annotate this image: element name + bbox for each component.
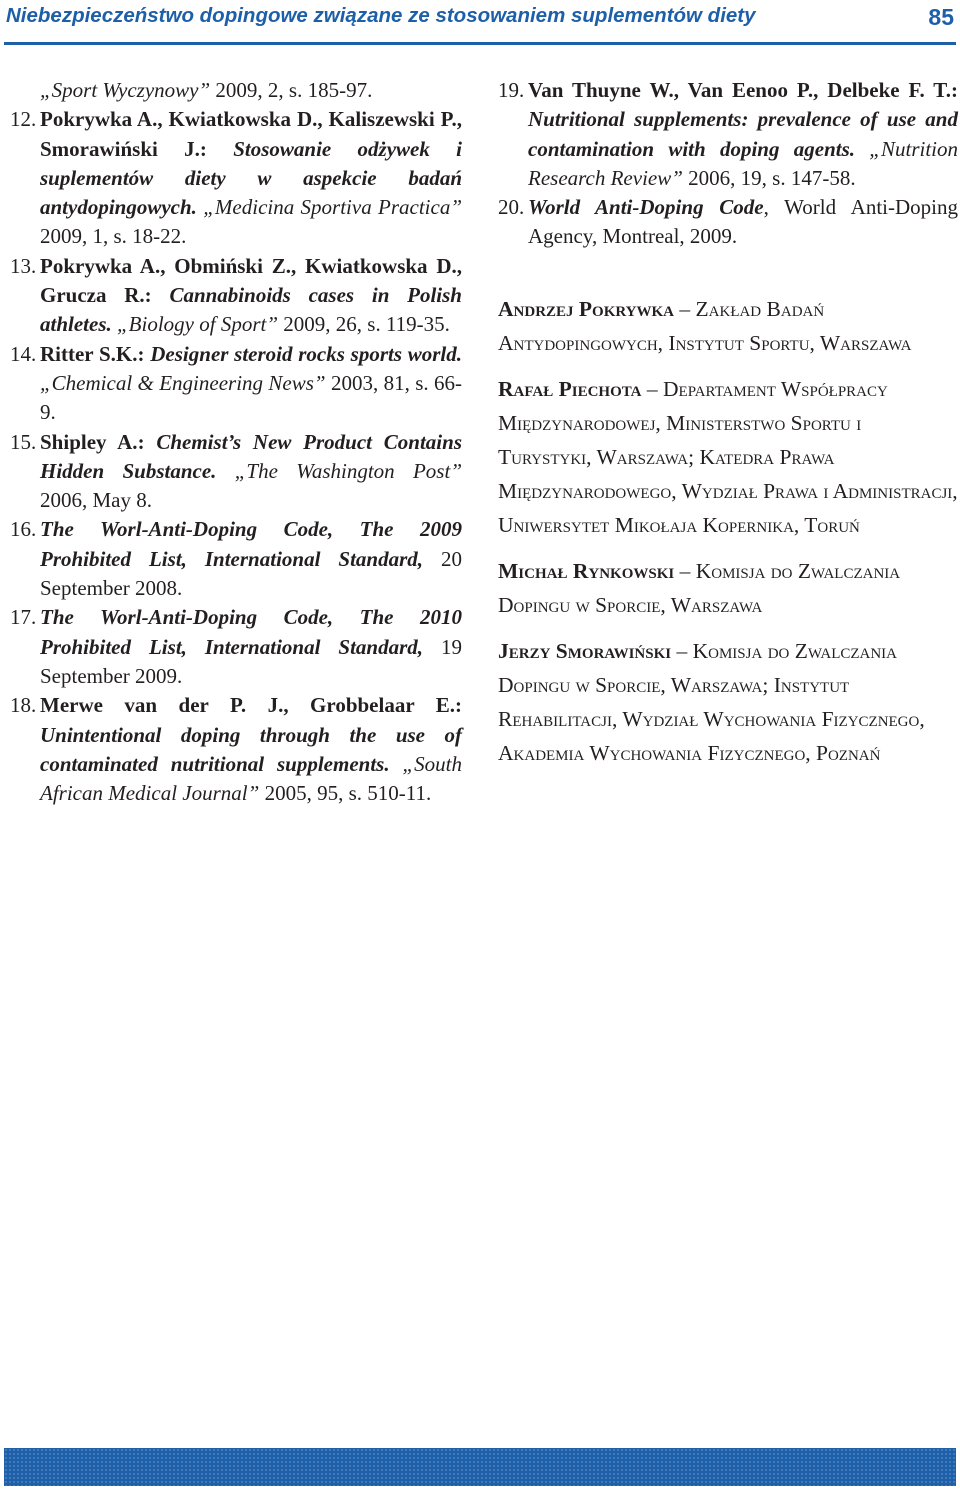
- ref-journal: „South African Medical Journal”: [40, 751, 462, 806]
- ref-journal: „The Washington Post”: [216, 458, 462, 483]
- reference-16: [10, 515, 462, 603]
- ref-number: 16.: [10, 517, 37, 542]
- ref-details: 2006, 19, s. 147-58.: [682, 165, 856, 190]
- ref-title: Nutritional supplements: prevalence of use and contamination with doping agents.: [528, 107, 958, 161]
- ref-number: 20.: [498, 195, 525, 220]
- ref-details: 2005, 95, s. 510-11.: [259, 781, 432, 806]
- reference-14: [10, 340, 462, 428]
- ref-title: World Anti-Doping Code: [528, 195, 764, 220]
- ref-details: , World Anti-Doping Agency, Montreal, 2009.: [528, 195, 958, 249]
- ref-authors: Ritter S.K.: [40, 341, 138, 366]
- ref-title: Chemist’s New Product Contains Hidden Substance.: [40, 429, 462, 483]
- ref-number: 19.: [498, 78, 525, 102]
- ref-authors: Pokrywka A., Obmiński Z., Kwiatkowska D., Grucza R.: [40, 253, 462, 308]
- ref-separator: :: [137, 429, 157, 454]
- author-name: Jerzy Smorawiński: [498, 638, 672, 663]
- author-name: Rafał Piechota: [498, 376, 642, 401]
- ref-separator: :: [455, 693, 462, 718]
- ref-number: 13.: [10, 253, 37, 278]
- ref-details: 2006, May 8.: [40, 488, 152, 513]
- reference-15: [10, 428, 462, 516]
- ref-journal: „Medicina Sportiva Practica”: [196, 195, 462, 220]
- reference-20: [498, 193, 958, 252]
- ref-separator: :: [199, 136, 234, 161]
- reference-13: [10, 252, 462, 340]
- ref-details: 19 September 2009.: [40, 634, 462, 688]
- reference-11-continued: [10, 76, 462, 105]
- ref-authors: Shipley A.: [40, 429, 138, 454]
- ref-journal: „Chemical & Engineering News”: [40, 370, 326, 395]
- ref-number: 17.: [10, 605, 37, 630]
- ref-details: 20 September 2008.: [40, 546, 462, 601]
- ref-number: 14.: [10, 341, 37, 366]
- author-name: Andrzej Pokrywka: [498, 296, 675, 321]
- ref-authors: Pokrywka A., Kwiatkowska D., Kaliszewski P., Smorawiński J.: [40, 107, 462, 161]
- ref-number: 15.: [10, 429, 37, 454]
- author-affiliation: – Komisja do Zwalczania Dopingu w Sporcie, Warszawa: [498, 558, 901, 617]
- ref-details: 2009, 2, s. 185-97.: [210, 78, 373, 102]
- ref-journal: „Sport Wyczynowy”: [40, 78, 211, 102]
- affiliation-4: [498, 634, 958, 770]
- ref-journal: „Biology of Sport”: [111, 312, 279, 337]
- author-affiliations: [498, 292, 958, 770]
- ref-title: Designer steroid rocks sports world.: [150, 341, 463, 366]
- author-name: Michał Rynkowski: [498, 558, 675, 583]
- affiliation-3: [498, 554, 958, 622]
- ref-number: 12.: [10, 107, 37, 132]
- ref-title: Unintentional doping through the use of contaminated nutritional supplements.: [40, 722, 462, 776]
- page-header: [0, 0, 960, 44]
- footer-band: [4, 1448, 956, 1486]
- ref-details: 2009, 1, s. 18-22.: [40, 224, 187, 249]
- affiliation-2: [498, 372, 958, 542]
- author-affiliation: – Zakład Badań Antydopingowych, Instytut Sportu, Warszawa: [498, 296, 912, 355]
- reference-19: [498, 76, 958, 193]
- reference-17: [10, 603, 462, 691]
- reference-12: [10, 105, 462, 251]
- ref-separator: :: [144, 283, 170, 308]
- running-title: Niebezpieczeństwo dopingowe związane ze stosowaniem suplementów diety: [6, 4, 756, 27]
- author-affiliation: – Departament Współpracy Międzynarodowej, Ministerstwo Sportu i Turystyki, Warszawa; Katedra Prawa Międzynarodowego, Wydział Prawa i Administracji, Uniwersytet Mikołaja Kopernika, Toruń: [498, 376, 958, 537]
- ref-title: Stosowanie odżywek i suplementów diety w aspekcie badań antydopingowych.: [40, 136, 463, 220]
- affiliation-1: [498, 292, 958, 360]
- left-column: [10, 76, 462, 808]
- ref-title: The Worl-Anti-Doping Code, The 2010 Prohibited List, International Standard,: [40, 605, 462, 659]
- ref-journal: „Nutrition Research Review”: [528, 136, 958, 190]
- reference-18: [10, 691, 462, 808]
- page-number: 85: [928, 4, 954, 30]
- author-affiliation: – Komisja do Zwalczania Dopingu w Sporcie, Warszawa; Instytut Rehabilitacji, Wydział Wychowania Fizycznego, Akademia Wychowania Fizycznego, Poznań: [498, 638, 925, 765]
- ref-title: The Worl-Anti-Doping Code, The 2009 Prohibited List, International Standard,: [40, 517, 462, 571]
- ref-details: 2003, 81, s. 66-9.: [40, 370, 462, 425]
- ref-number: 18.: [10, 693, 37, 718]
- ref-details: 2009, 26, s. 119-35.: [278, 312, 450, 337]
- ref-separator: :: [951, 78, 958, 102]
- ref-authors: Merwe van der P. J., Grobbelaar E.: [40, 693, 455, 718]
- right-column: [498, 76, 958, 782]
- ref-separator: :: [137, 341, 151, 366]
- ref-title: Cannabinoids cases in Polish athletes.: [40, 283, 462, 337]
- ref-authors: Van Thuyne W., Van Eenoo P., Delbeke F. T.: [528, 78, 951, 102]
- header-rule: [4, 42, 956, 45]
